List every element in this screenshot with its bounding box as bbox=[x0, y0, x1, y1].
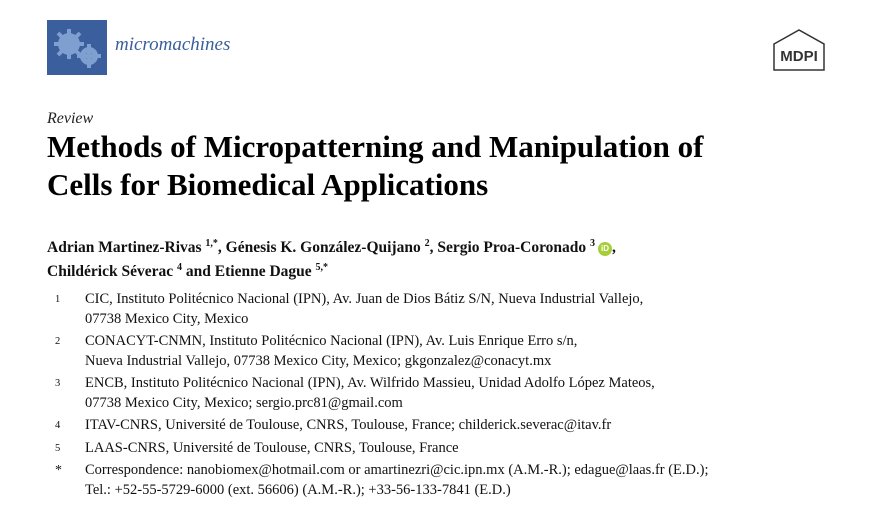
publisher-logo bbox=[764, 26, 834, 76]
affiliation-item: 3 ENCB, Instituto Politécnico Nacional (IPN), Av. Wilfrido Massieu, Unidad Adolfo López Mateos, 07738 Mexico City, Mexico; sergio.prc81@gmail.com bbox=[55, 374, 855, 413]
correspondence-item: * Correspondence: nanobiomex@hotmail.com or amartinezri@cic.ipn.mx (A.M.-R.); edague@laas.fr (E.D.); Tel.: +52-55-5729-6000 (ext. 56606) (A.M.-R.); +33-56-133-7841 (E.D.) bbox=[55, 461, 855, 500]
affiliation-item: 2 CONACYT-CNMN, Instituto Politécnico Nacional (IPN), Av. Luis Enrique Erro s/n, Nueva Industrial Vallejo, 07738 Mexico City, Mexico; gkgonzalez@conacyt.mx bbox=[55, 332, 855, 371]
article-title bbox=[47, 128, 847, 204]
affiliation-mark: 3 bbox=[55, 378, 61, 389]
journal-name: micromachines bbox=[115, 34, 231, 55]
author-name[interactable]: Adrian Martinez-Rivas bbox=[47, 239, 202, 256]
affiliation-item: 5 LAAS-CNRS, Université de Toulouse, CNRS, Toulouse, France bbox=[55, 439, 855, 459]
affiliation-mark: 1 bbox=[55, 294, 61, 305]
affiliation-list bbox=[55, 290, 855, 503]
article-type: Review bbox=[47, 110, 94, 127]
author-name[interactable]: Childérick Séverac bbox=[47, 263, 174, 280]
affiliation-mark: 5 bbox=[55, 442, 61, 454]
author-affil: 4 bbox=[177, 262, 183, 273]
orcid-icon[interactable]: iD bbox=[598, 242, 612, 256]
author-list: Adrian Martinez-Rivas $^{1,*}$, Génesis K. González-Quijano $^2$, Sergio Proa-Coronado $^3$ iD , Childérick Séverac $^4$ and Etienne Dague $^{5,*}$ bbox=[47, 238, 616, 280]
title-line-2: Cells for Biomedical Applications bbox=[47, 167, 489, 202]
affiliation-mark: * bbox=[55, 463, 62, 478]
author-affil: 3 bbox=[590, 238, 596, 249]
author-affil: 5,* bbox=[315, 262, 329, 273]
author-affil: 2 bbox=[424, 238, 430, 249]
author-name[interactable]: Génesis K. González-Quijano bbox=[225, 239, 421, 256]
affiliation-item: 4 ITAV-CNRS, Université de Toulouse, CNRS, Toulouse, France; childerick.severac@itav.fr bbox=[55, 416, 855, 436]
journal-logo bbox=[47, 20, 107, 75]
publisher-name: MDPI bbox=[780, 48, 818, 65]
title-line-1: Methods of Micropatterning and Manipulation of bbox=[47, 129, 704, 164]
author-name[interactable]: Sergio Proa-Coronado bbox=[437, 239, 587, 256]
author-name[interactable]: Etienne Dague bbox=[214, 263, 312, 280]
affiliation-mark: 4 bbox=[55, 420, 61, 431]
affiliation-item: 1 CIC, Instituto Politécnico Nacional (IPN), Av. Juan de Dios Bátiz S/N, Nueva Industrial Vallejo, 07738 Mexico City, Mexico bbox=[55, 290, 855, 329]
gears-icon bbox=[47, 20, 107, 75]
affiliation-mark: 2 bbox=[55, 336, 61, 347]
author-affil: 1,* bbox=[205, 238, 218, 249]
